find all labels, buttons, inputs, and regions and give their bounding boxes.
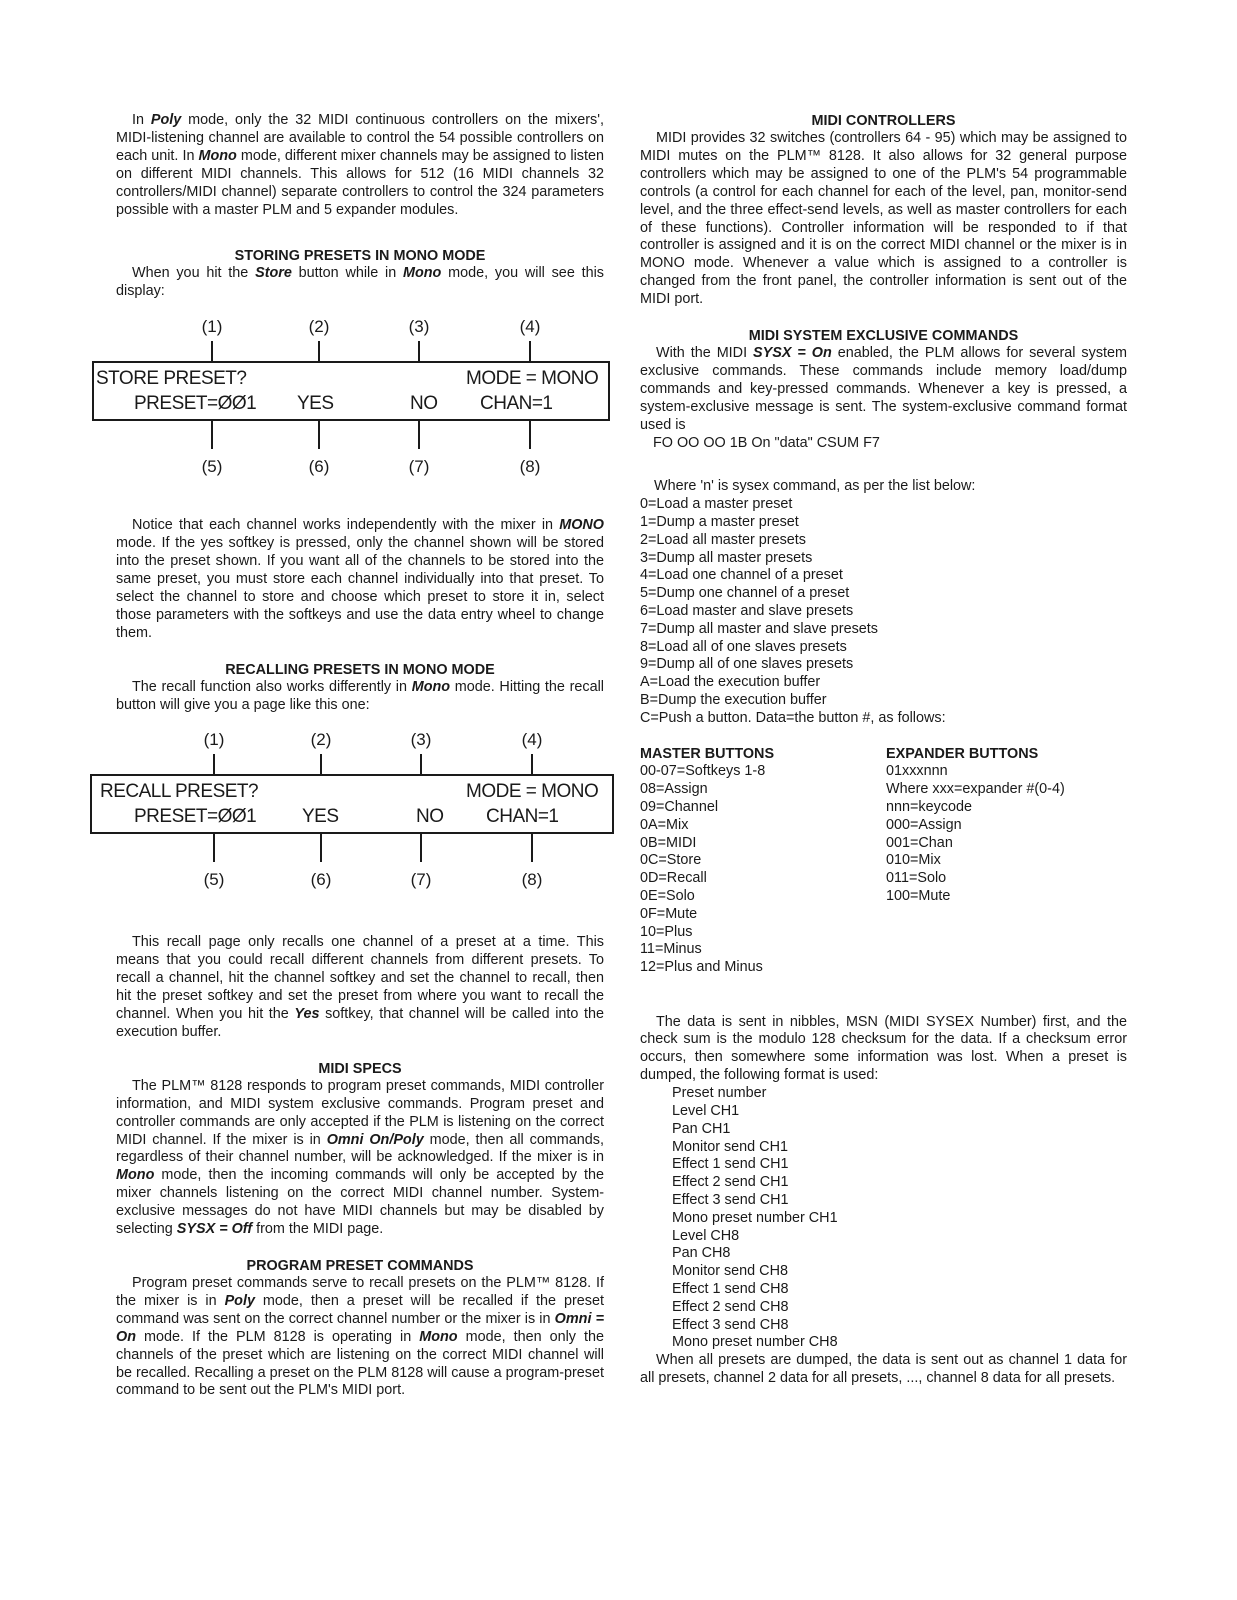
recall-preset-display-diagram bbox=[90, 730, 610, 920]
dump-format-item: Mono preset number CH1 bbox=[672, 1209, 838, 1226]
lcd-chan: CHAN=1 bbox=[480, 393, 553, 415]
callout-4: (4) bbox=[519, 317, 541, 337]
lcd-chan: CHAN=1 bbox=[486, 806, 559, 828]
callout-3: (3) bbox=[408, 317, 430, 337]
master-buttons-list bbox=[640, 763, 880, 977]
callout-5: (5) bbox=[201, 457, 223, 477]
callout-line bbox=[529, 341, 531, 361]
lcd-title: STORE PRESET? bbox=[96, 368, 247, 390]
sysex-where-line: Where 'n' is sysex command, as per the list below: bbox=[654, 478, 976, 495]
heading-program-preset-commands: PROGRAM PRESET COMMANDS bbox=[246, 1258, 474, 1274]
lcd-preset: PRESET=ØØ1 bbox=[134, 393, 257, 415]
sysex-command-item: 9=Dump all of one slaves presets bbox=[640, 656, 854, 673]
expander-buttons-list bbox=[886, 763, 1126, 905]
sysex-command-item: 6=Load master and slave presets bbox=[640, 602, 854, 619]
callout-line bbox=[213, 754, 215, 774]
callout-6: (6) bbox=[308, 457, 330, 477]
lcd-mode: MODE = MONO bbox=[466, 368, 599, 390]
midi-controllers-paragraph: MIDI provides 32 switches (controllers 64 - 95) which may be assigned to MIDI mutes on the PLM™ 8128. It also allows for 32 general purpose controllers which may be assigned to one of the PLM's 54 programmable controls (a control for each channel for each of the level, pan, monitor-send level, and the three effect-send levels, as well as master controllers for each of these functions). Controller information will be responded to if that controller is assigned and it is on the correct MIDI channel or the mixer is in MONO mode. Whenever a value which is assigned to a controller is changed from the front panel, the controller information is sent out of the MIDI port. bbox=[640, 130, 1127, 308]
dump-format-item: Level CH8 bbox=[672, 1227, 740, 1244]
callout-line bbox=[318, 341, 320, 361]
callout-line bbox=[420, 834, 422, 862]
store-preset-display-diagram bbox=[92, 317, 612, 507]
callout-line bbox=[213, 834, 215, 862]
callout-line bbox=[320, 834, 322, 862]
dump-format-item: Effect 3 send CH8 bbox=[672, 1316, 789, 1333]
expander-button-code: 010=Mix bbox=[886, 852, 941, 869]
dump-format-item: Effect 3 send CH1 bbox=[672, 1191, 789, 1208]
lcd-mode: MODE = MONO bbox=[466, 781, 599, 803]
master-button-code: 0A=Mix bbox=[640, 816, 689, 833]
recall-page-paragraph: This recall page only recalls one channel of a preset at a time. This means that you could recall different channels from different presets. To recall a channel, hit the channel softkey and set the channel to recall, then hit the preset softkey and set the preset from where you want to recall the channel. When you hit the Yes softkey, that channel will be called into the execution buffer. bbox=[116, 934, 604, 1040]
lcd-display-box bbox=[92, 361, 610, 421]
dump-format-item: Monitor send CH1 bbox=[672, 1138, 788, 1155]
sysex-command-list bbox=[640, 496, 1127, 727]
emphasis: Omni On/Poly bbox=[326, 1131, 424, 1148]
callout-line bbox=[211, 421, 213, 449]
dump-format-item: Preset number bbox=[672, 1085, 767, 1102]
heading-midi-controllers: MIDI CONTROLLERS bbox=[811, 113, 956, 129]
sysex-command-item: B=Dump the execution buffer bbox=[640, 691, 827, 708]
expander-button-code: 000=Assign bbox=[886, 816, 962, 833]
button-codes-table bbox=[640, 746, 1127, 986]
master-button-code: 0C=Store bbox=[640, 852, 702, 869]
callout-line bbox=[211, 341, 213, 361]
master-button-code: 12=Plus and Minus bbox=[640, 959, 763, 976]
emphasis: SYSX = Off bbox=[176, 1221, 253, 1238]
sysex-command-item: 4=Load one channel of a preset bbox=[640, 567, 843, 584]
emphasis: Store bbox=[255, 265, 292, 282]
sysex-command-item: C=Push a button. Data=the button #, as follows: bbox=[640, 709, 946, 726]
callout-3: (3) bbox=[410, 730, 432, 750]
master-button-code: 0E=Solo bbox=[640, 887, 695, 904]
right-column bbox=[640, 112, 1127, 1388]
master-button-code: 10=Plus bbox=[640, 923, 693, 940]
master-button-code: 0F=Mute bbox=[640, 905, 698, 922]
lcd-preset: PRESET=ØØ1 bbox=[134, 806, 257, 828]
heading-storing-presets: STORING PRESETS IN MONO MODE bbox=[234, 248, 486, 265]
lcd-yes: YES bbox=[302, 806, 339, 828]
sysex-command-item: 5=Dump one channel of a preset bbox=[640, 585, 850, 602]
callout-8: (8) bbox=[521, 870, 543, 890]
lcd-no: NO bbox=[410, 393, 438, 415]
lcd-title: RECALL PRESET? bbox=[100, 781, 259, 803]
recall-paragraph: The recall function also works differently in Mono mode. Hitting the recall button will give you a page like this one: bbox=[116, 678, 604, 713]
emphasis: Mono bbox=[198, 147, 237, 164]
sysex-command-item: 8=Load all of one slaves presets bbox=[640, 638, 847, 655]
emphasis: SYSX = On bbox=[753, 345, 832, 362]
expander-button-code: nnn=keycode bbox=[886, 798, 973, 815]
lcd-no: NO bbox=[416, 806, 444, 828]
master-button-code: 00-07=Softkeys 1-8 bbox=[640, 763, 766, 780]
sysex-command-item: 1=Dump a master preset bbox=[640, 513, 799, 530]
emphasis: Mono bbox=[411, 678, 451, 695]
dump-format-item: Level CH1 bbox=[672, 1102, 740, 1119]
emphasis: MONO bbox=[559, 517, 604, 534]
master-buttons-title: MASTER BUTTONS bbox=[640, 745, 775, 762]
heading-midi-specs: MIDI SPECS bbox=[318, 1060, 402, 1077]
callout-line bbox=[531, 834, 533, 862]
callout-line bbox=[529, 421, 531, 449]
callout-line bbox=[420, 754, 422, 774]
dump-format-item: Pan CH1 bbox=[672, 1120, 731, 1137]
emphasis: Poly bbox=[224, 1292, 255, 1309]
callout-8: (8) bbox=[519, 457, 541, 477]
callout-4: (4) bbox=[521, 730, 543, 750]
dump-format-item: Mono preset number CH8 bbox=[672, 1334, 838, 1351]
emphasis: Poly bbox=[150, 112, 182, 128]
master-button-code: 08=Assign bbox=[640, 781, 708, 798]
dump-format-item: Pan CH8 bbox=[672, 1245, 731, 1262]
sysex-format-line: FO OO OO 1B On "data" CSUM F7 bbox=[653, 434, 880, 451]
master-button-code: 09=Channel bbox=[640, 798, 719, 815]
emphasis: Mono bbox=[402, 265, 442, 282]
intro-paragraph: In Poly mode, only the 32 MIDI continuous controllers on the mixers', MIDI-listening channel are available to control the 54 possible controllers on each unit. In Mono mode, different mixer channels may be assigned to listen on different MIDI channels. This allows for 512 (16 MIDI channels 32 controllers/MIDI channel) separate controllers to control the 324 parameters possible with a master PLM and 5 expander modules. bbox=[116, 112, 604, 218]
dump-format-item: Effect 1 send CH8 bbox=[672, 1280, 789, 1297]
emphasis: Mono bbox=[116, 1167, 155, 1184]
callout-2: (2) bbox=[308, 317, 330, 337]
sysex-command-item: 2=Load all master presets bbox=[640, 531, 806, 548]
callout-7: (7) bbox=[408, 457, 430, 477]
master-button-code: 11=Minus bbox=[640, 941, 702, 958]
dump-format-list bbox=[640, 1085, 1127, 1352]
expander-button-code: Where xxx=expander #(0-4) bbox=[886, 781, 1065, 798]
all-presets-paragraph: When all presets are dumped, the data is sent out as channel 1 data for all presets, channel 2 data for all presets, ..., channel 8 data for all presets. bbox=[640, 1352, 1127, 1387]
dump-format-item: Effect 2 send CH1 bbox=[672, 1174, 789, 1191]
callout-2: (2) bbox=[310, 730, 332, 750]
dump-format-item: Effect 2 send CH8 bbox=[672, 1298, 789, 1315]
emphasis: Mono bbox=[419, 1328, 458, 1345]
emphasis: Yes bbox=[294, 1006, 320, 1023]
left-column bbox=[96, 112, 605, 1400]
lcd-yes: YES bbox=[297, 393, 334, 415]
callout-7: (7) bbox=[410, 870, 432, 890]
heading-sysex-commands: MIDI SYSTEM EXCLUSIVE COMMANDS bbox=[748, 328, 1019, 345]
callout-line bbox=[531, 754, 533, 774]
master-button-code: 0B=MIDI bbox=[640, 834, 697, 851]
callout-1: (1) bbox=[201, 317, 223, 337]
expander-button-code: 01xxxnnn bbox=[886, 763, 948, 780]
sysex-command-item: A=Load the execution buffer bbox=[640, 674, 821, 691]
master-button-code: 0D=Recall bbox=[640, 870, 707, 887]
callout-line bbox=[418, 421, 420, 449]
sysex-command-item: 7=Dump all master and slave presets bbox=[640, 620, 878, 637]
dump-format-item: Monitor send CH8 bbox=[672, 1263, 788, 1280]
heading-recalling-presets: RECALLING PRESETS IN MONO MODE bbox=[225, 661, 495, 678]
sysex-command-item: 0=Load a master preset bbox=[640, 496, 793, 513]
callout-line bbox=[418, 341, 420, 361]
expander-button-code: 100=Mute bbox=[886, 887, 951, 904]
expander-button-code: 001=Chan bbox=[886, 834, 953, 851]
notice-paragraph: Notice that each channel works independently with the mixer in MONO mode. If the yes softkey is pressed, only the channel shown will be stored into the preset shown. If you want all of the channels to be stored into the same preset, you must store each channel individually into that preset. To select the channel to store and choose which preset to store it in, select those parameters with the softkeys and use the data entry wheel to change them. bbox=[116, 517, 604, 641]
callout-5: (5) bbox=[203, 870, 225, 890]
midi-specs-paragraph: The PLM™ 8128 responds to program preset commands, MIDI controller information, and MIDI system exclusive commands. Program preset and controller commands are only accepted if the PLM is listening on the correct MIDI channel. If the mixer is in Omni On/Poly mode, then all commands, regardless of their channel number, will be acknowledged. If the mixer is in Mono mode, then the incoming commands will only be accepted by the mixer channels listening on the correct MIDI channel number. System-exclusive messages do not have MIDI channels but may be disabled by selecting SYSX = Off from the MIDI page. bbox=[116, 1077, 604, 1238]
emphasis: Omni = On bbox=[116, 1310, 605, 1345]
sysex-paragraph: With the MIDI SYSX = On enabled, the PLM allows for several system exclusive commands. These commands include memory load/dump commands and key-pressed commands. Whenever a key is pressed, a system-exclusive message is sent. The system-exclusive command format used is bbox=[640, 345, 1128, 433]
expander-buttons-title: EXPANDER BUTTONS bbox=[886, 745, 1039, 762]
nibble-paragraph: The data is sent in nibbles, MSN (MIDI SYSEX Number) first, and the check sum is the modulo 128 checksum for the data. If a checksum error occurs, then somewhere some information was lost. When a preset is dumped, the following format is used: bbox=[640, 1013, 1127, 1084]
lcd-display-box bbox=[90, 774, 614, 834]
program-preset-paragraph: Program preset commands serve to recall presets on the PLM™ 8128. If the mixer is in Poly mode, then a preset will be recalled if the preset command was sent on the correct channel number or the mixer is in Omni = On mode. If the PLM 8128 is operating in Mono mode, then only the channels of the preset which are listening on the correct MIDI channel will be recalled. Recalling a preset on the PLM 8128 will cause a program-preset command to be sent out the PLM's MIDI port. bbox=[116, 1275, 605, 1399]
expander-button-code: 011=Solo bbox=[886, 870, 947, 887]
callout-line bbox=[318, 421, 320, 449]
callout-line bbox=[320, 754, 322, 774]
sysex-command-item: 3=Dump all master presets bbox=[640, 549, 813, 566]
callout-6: (6) bbox=[310, 870, 332, 890]
storing-paragraph: When you hit the Store button while in Mono mode, you will see this display: bbox=[116, 265, 604, 300]
callout-1: (1) bbox=[203, 730, 225, 750]
dump-format-item: Effect 1 send CH1 bbox=[672, 1156, 789, 1173]
